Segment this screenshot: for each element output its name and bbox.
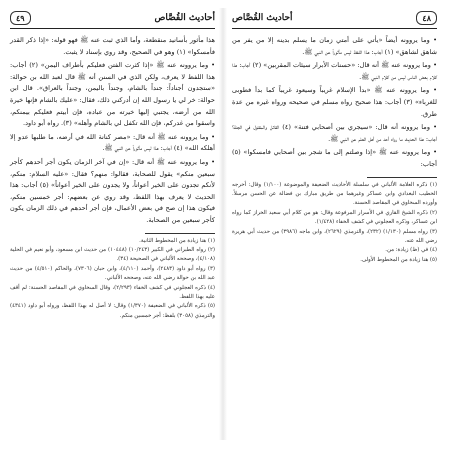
right-paragraph: • وما يروونه أيضاً «يأتي على أمتي زمان ما يسلم بدينه إلا من يفر من شاهق لشاهق» (١) أجاب: هذا اللفظ ليس مأثوراً عن النبي ﷺ. [232, 36, 437, 56]
left-paragraph: • وما يروونه عنه ﷺ أنه قال: «إن في آخر الزمان يكون أجر أحدهم كأجر سبعين منكم» يقول للصحابة، فقالوا: منهم؟ فقال: «عليه السلام: منكم، لأنكم تجدون على الخير أعواناً، ولا يجدون على الخير أعواناً» (٥) أجاب: هذا الحديث لا يعرف بهذا اللفظ، وقد روي عن بعضهم: أجر خمسين منكم، فيكون هذا إن صح في بعض الأعمال، فإن أجر أحدهم في ذلك الزمان يكون كأجر سبعين من الصحابة. [10, 157, 215, 224]
right-page-body [232, 35, 437, 171]
left-footnote: (٣) رواه أبو داود (٢٤٨٣)، وأحمد (٤/١١٠)، وابن حبان (٧٣٠٦)، والحاكم (٤/٥١٠) من حديث عبد الله بن حوالة رضي الله عنه، وصححه الألباني. [10, 265, 215, 282]
book-gutter [219, 8, 227, 440]
right-paragraph: • وما يروونه عنه ﷺ «إذا وصلتم إلى ما شجر بين أصحابي فامسكوا» (٥) أجاب: [232, 148, 437, 168]
left-page-body [10, 35, 215, 227]
book-spread [10, 8, 440, 440]
right-footnote: (٢) ذكره الشيخ القاري في الأسرار المرفوعة وقال: هو من كلام أبي سعيد الخراز كما رواه ابن عساكر، وذكره العجلوني في كشف الخفاء (١/٤٢٨). [232, 209, 437, 226]
right-footnote: (١) ذكره العلامة الألباني في سلسلة الأحاديث الضعيفة والموضوعة (١/١٠٠) وقال: أخرجه الخطيب البغدادي وابن عساكر وغيرهما من طريق مبارك بن فضالة عن الحسن مرسلاً. وأورده السخاوي في المقاصد الحسنة. [232, 181, 437, 207]
right-footnote-separator [367, 177, 437, 178]
left-footnote: (٢) رواه الطبراني في الكبير (١٠/٢٤٣) (١٠٤٤٨) من حديث ابن مسعود، وأبو نعيم في الحلية (٤/١٠٨)، وصححه الألباني في الصحيحة (٣٤). [10, 246, 216, 263]
right-footnote: (٤) في (ظ) زيادة: من. [385, 247, 437, 254]
right-page-title: أحاديث القُصَّاص [232, 13, 293, 23]
right-paragraph: • وما يروونه عنه ﷺ أنه قال: «حسنات الأبرار سيئات المقربين» (٢) أجاب: هذا كلام بعض الناس ليس من كلام النبي ﷺ. [232, 61, 437, 81]
right-page-header [232, 8, 437, 29]
right-page-number: ٤٨ [416, 11, 437, 25]
left-footnote: (٥) ذكره الألباني في الضعيفة (١/٣٧٠) وقال: لا أصل له بهذا اللفظ، ورواه أبو داود (٤٣٤١) والترمذي (٣٠٥٨) بلفظ: أجر خمسين منكم. [10, 303, 215, 319]
left-paragraph: هذا مأثور بأسانيد منقطعة، وأما الذي ثبت عنه ﷺ فهو قوله: «إذا ذكر القدر فأمسكوا» (١) وهو في الصحيح، وقد روي بإسناد لا يثبت. [10, 36, 215, 56]
left-footnotes [10, 237, 215, 322]
right-paragraph: • وما يروونه عنه ﷺ «بدأ الإسلام غريباً وسيعود غريباً كما بدأ فطوبى للغرباء» (٣) أجاب: هذا صحيح رواه مسلم في صحيحه ورواه غيره من عدة طرق. [232, 86, 437, 118]
left-footnote: (١) هنا زيادة من المخطوط الثانية. [139, 237, 215, 244]
right-paragraph: • وما يروونه أنه قال: «سيجري بين أصحابي فتنة» (٤) القاتل والمقتول في الجنة؟ أجاب: هذا الحديث ما رواه أحد من أهل العلم عن النبي ﷺ. [232, 123, 437, 143]
left-page-header [10, 8, 215, 29]
left-paragraph: • وما يروونه عنه ﷺ أنه قال: «مصر كنانة الله في أرضه، ما طلبها عدو إلا أهلكه الله» (٤) أجاب: هذا ليس مأثوراً عن النبي ﷺ. [10, 132, 215, 153]
right-page [232, 8, 437, 440]
left-page-number: ٤٩ [10, 11, 31, 25]
right-footnote: (٣) رواه مسلم (١/١٣٠) (٢٣٢)، والترمذي (٢٦٢٩)، وابن ماجه (٣٩٨٦) من حديث أبي هريرة رضي الله عنه. [232, 228, 437, 244]
left-page-title: أحاديث القُصَّاص [154, 13, 215, 23]
right-footnotes [232, 181, 437, 266]
left-footnote: (٤) ذكره العجلوني في كشف الخفاء (٢/٢٩٣)، وقال السخاوي في المقاصد الحسنة: لم أقف عليه بهذا اللفظ. [10, 284, 215, 300]
left-paragraph: • وما يروونه عنه ﷺ «إذا كثرت الفتن فعليكم بأطراف اليمن» (٢) أجاب: هذا اللفظ لا يعرف، ولكن الذي في السنن أنه ﷺ قال لعبد الله بن حوالة: «ستجدون أجناداً: جنداً بالشام، وجنداً باليمن، وجنداً بالعراق». قال ابن حوالة: خر لي يا رسول الله إن أدركني ذلك، فقال: «عليك بالشام فإنها خيرة الله من أرضه، يجتبي إليها خيرته من عباده، فإن أبيتم فعليكم بيمنكم، واسقوا من غدركم، فإن الله تكفل لي بالشام وأهله» (٣). رواه أبو داود. [10, 61, 215, 128]
right-footnote: (٥) هنا زيادة من المخطوط الأولى. [360, 256, 437, 263]
left-footnote-separator [145, 233, 215, 234]
left-page [10, 8, 215, 440]
